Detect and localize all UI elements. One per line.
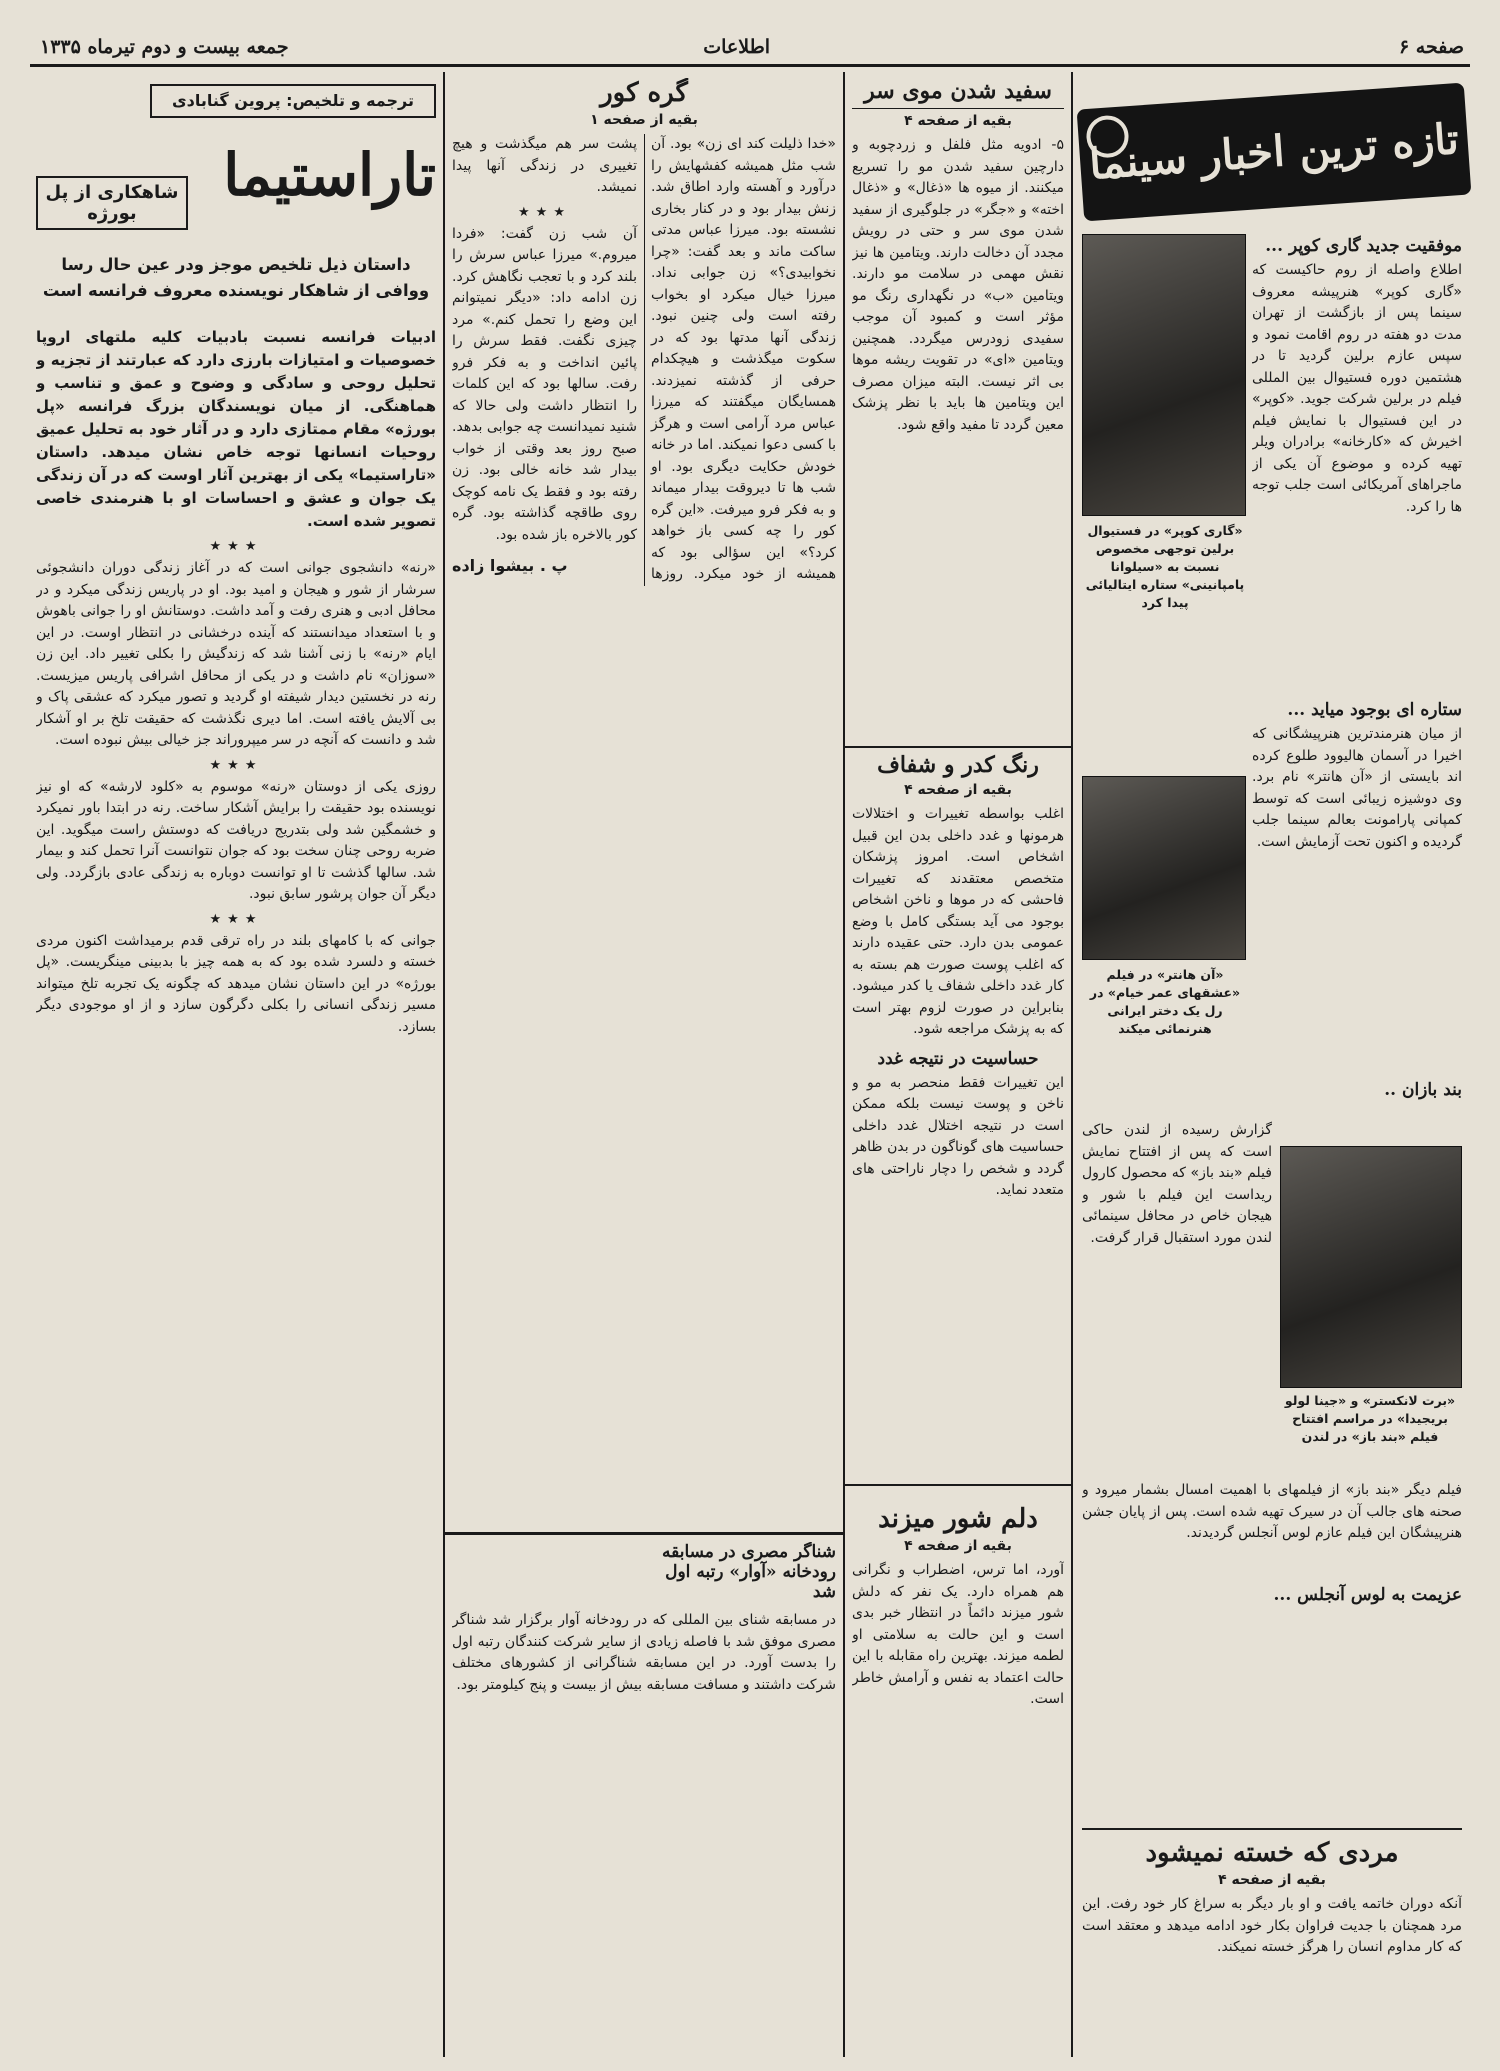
article-body: در مسابقه شنای بین المللی که در رودخانه آوار برگزار شد شناگر مصری موفق شد با فاصله زیادی از سایر شرکت کنندگان رتبه اول را بدست آورد. در این مسابقه شناگرانی از کشورهای مختلف شرکت داشتند و مسافت مسابقه بیش از بیست و پنج کیلومتر بود.	[452, 1612, 836, 1693]
story-body: «خدا ذلیلت کند ای زن» بود. آن شب مثل همیشه کفشهایش را درآورد و آهسته وارد اطاق شد. زنش بیدار بود و در کنار بخاری نشسته بود. میرزا عباس مدتی ساکت ماند و بعد گفت: «چرا نخوابیدی؟» زن جوابی نداد. میرزا خیال میکرد او بخواب رفته است ولی چنین نبود. زندگی آنها مدتها بود که در سکوت میگذشت و هیچکدام حرفی از گذشته نمیزدند. همسایگان میگفتند که میرزا عباس مرد آرامی است و هرگز با کسی دعوا نمیکند. اما در خانه خودش حکایت دیگری بود. او شب ها تا دیروقت بیدار میماند و به فکر فرو میرفت. «این گره کور را چه کسی باز خواهد کرد؟» این سؤالی بود که همیشه از خود میکرد. روزها پشت سر هم میگذشت و هیچ تغییری در زندگی آنها پیدا نمیشد.	[452, 136, 836, 582]
header-rule	[30, 64, 1470, 67]
section-body: از میان هنرمندترین هنرپیشگانی که اخیرا در آسمان هالیوود طلوع کرده اند بایستی از «آن هانتر» نام برد. وی دوشیزه زیبائی است که توسط کمپانی پارامونت بعالم سینما جلب گردیده و اکنون تحت آزمایش است.	[1252, 726, 1462, 850]
article-subheading: حساسیت در نتیجه غدد	[877, 1048, 1039, 1069]
article-body: ۵- ادویه مثل فلفل و زردچوبه و دارچین سفید شدن مو را تسریع میکنند. از میوه ها «ذغال» و «ذغال اخته» و «جگر» در جلوگیری از سفید شدن موی سر و حتی در رویش مجدد آن دخالت دارند. ویتامین ها نیز نقش مهمی در سلامت مو دارند. ویتامین «ب» در نگهداری رنگ مو مؤثر است و کمبود آن موجب سفیدی زودرس میگردد. همچنین ویتامین «ای» در تقویت ریشه موها بی اثر نیست. البته میزان مصرف این ویتامین ها باید با نظر پزشک معین گردد تا مفید واقع شود.	[852, 137, 1064, 433]
story-body-block	[36, 326, 436, 2046]
cinema-news-3-body	[1082, 1120, 1272, 1410]
article-complexion	[852, 752, 1064, 1472]
section-heading: مردی که خسته نمیشود	[1145, 1838, 1399, 1868]
story-body: روزی یکی از دوستان «رنه» موسوم به «کلود لارشه» که او نیز نویسنده بود حقیقت را برایش آشکار ساخت. رنه در ابتدا باور نمیکرد و خشمگین شد ولی بتدریج دریافت که دوستش راست میگوید. این ضربه روحی چنان سخت بود که جوان نتوانست آنرا تحمل کند و بیمار شد. سالها گذشت تا او توانست دوباره به زندگی عادی بازگردد. ولی دیگر آن جوان پرشور سابق نبود.	[36, 778, 436, 902]
story-body: جوانی که با کامهای بلند در راه ترقی قدم برمیداشت اکنون مردی خسته و دلسرد شده بود که به همه چیز با بدبینی مینگریست. «پل بورژه» در این داستان نشان میدهد که چگونه یک تجربه تلخ میتواند مسیر زندگی انسانی را بکلی دگرگون سازد و از او موجودی دیگر بسازد.	[36, 932, 436, 1035]
article-body: اغلب بواسطه تغییرات و اختلالات هرمونها و غدد داخلی بدن این قبیل اشخاص است. امروز پزشکان متخصص معتقدند که تغییرات فاحشی که در موها و ناخن اشخاص بوجود می آید بستگی کامل با وضع عمومی بدن دارد. حتی عقیده دارند که اغلب پوست صورت هم بسته به کار غدد داخلی شفاف یا کدر میشود. بنابراین در صورت لزوم بهتر است که به پزشک مراجعه شود.	[852, 806, 1064, 1037]
story-columns	[452, 134, 836, 586]
story-title-block	[36, 130, 436, 248]
cinema-news-2	[1252, 690, 1462, 1000]
column-divider	[843, 72, 845, 2057]
banner-title: تازه ترین اخبار سینما	[1087, 114, 1461, 189]
continued-from: بقیه از صفحه ۴	[904, 782, 1012, 798]
continued-from: بقیه از صفحه ۴	[904, 113, 1012, 129]
issue-date: جمعه بیست و دوم تیرماه ۱۳۳۵	[40, 36, 289, 58]
article-body: این تغییرات فقط منحصر به مو و ناخن و پوست نیست بلکه ممکن است در نتیجه اختلال غدد داخلی حساسیت های گوناگون در بدن ظاهر گردد و شخص را دچار ناراحتی های متعدد نماید.	[852, 1074, 1064, 1198]
article-title: سفید شدن موی سر	[852, 78, 1064, 109]
separator-stars: ★★★	[518, 204, 571, 220]
article-anxiety	[852, 1490, 1064, 2045]
section-heading: موفقیت جدید گاری کوپر ...	[1265, 236, 1462, 256]
story-intro-text: داستان ذیل تلخیص موجز ودر عین حال رسا ووافی از شاهکار نویسنده معروف فرانسه است	[42, 255, 430, 300]
article-egyptian-swimmer	[452, 1542, 836, 2047]
story-lead: ادبیات فرانسه نسبت بادبیات کلیه ملتهای اروپا خصوصیات و امتیازات بارزی دارد که عبارتند از تجزیه و تحلیل روحی و سادگی و وضوح و عمق و تناسب و هماهنگی. از میان نویسندگان بزرگ فرانسه «پل بورژه» مقام ممتازی دارد و در آثار خود به تحلیل عمیق روحیات انسانها توجه خاص نشان میدهد. داستان «تاراستیما» یکی از بهترین آثار اوست که در آن زندگی یک جوان و عشق و احساسات او با هنرمندی خاصی تصویر شده است.	[36, 328, 436, 530]
article-title: دلم شور میزند	[878, 1504, 1038, 1534]
story-intro	[36, 252, 436, 322]
story-blind-knot	[452, 78, 836, 1526]
column-divider	[1071, 72, 1073, 2057]
photo-anne-hunter	[1082, 776, 1246, 960]
story-title: گره کور	[600, 78, 688, 108]
separator-stars: ★★★	[209, 911, 263, 927]
article-divider	[845, 1484, 1071, 1486]
section-heading: بند بازان ..	[1384, 1080, 1462, 1100]
separator-stars: ★★★	[209, 539, 263, 554]
article-title: شناگر مصری در مسابقه رودخانه «آوار» رتبه اول شد	[662, 1542, 836, 1602]
section-body: گزارش رسیده از لندن حاکی است که پس از افتتاح نمایش فیلم «بند باز» که محصول کارول ریداست این فیلم با شور و هیجان خاص در محافل سینمائی لندن مورد استقبال قرار گرفت.	[1082, 1122, 1272, 1246]
article-divider	[445, 1532, 843, 1535]
separator-stars: ★★★	[209, 757, 263, 773]
article-gray-hair	[852, 78, 1064, 738]
continued-from: بقیه از صفحه ۴	[1218, 1872, 1326, 1888]
article-body: آورد، اما ترس، اضطراب و نگرانی هم همراه دارد. یک نفر که دلش شور میزند دائماً در انتظار خبر بدی است و این حالت به سلامتی او لطمه میزند. بهترین راه مقابله با این حالت اعتماد به نفس و آرامش خاطر است.	[852, 1562, 1064, 1707]
cinema-news-5	[1082, 1828, 1462, 2048]
story-title: تاراستیما	[223, 141, 436, 209]
story-subtitle: شاهکاری از پل بورژه	[36, 176, 188, 230]
photo-caption: «گاری کوپر» در فستیوال برلین توجهی مخصوص نسبت به «سیلوانا پامپانینی» ستاره ایتالیائی پیدا کرد	[1085, 523, 1245, 610]
section-body: اطلاع واصله از روم حاکیست که «گاری کوپر» هنرپیشه معروف سینما پس از بازگشت از تهران مدت دو هفته در روم اقامت نمود و سپس عازم برلین گردید تا در هشتمین دوره فستیوال بین المللی فیلم در برلین شرکت جوید. «کوپر» در این فستیوال با نمایش فیلم اخیرش که «کارخانه» برادران ویلر تهیه کرده و موضوع آن یکی از ماجراهای آمریکائی است جلب توجه ها را کرد.	[1252, 262, 1462, 515]
page-number: صفحه ۶	[1398, 36, 1464, 58]
article-divider	[845, 746, 1071, 748]
translator-credit: ترجمه و تلخیص: پروین گنابادی	[171, 91, 415, 110]
photo-lancaster-lollobrigida	[1280, 1146, 1462, 1388]
photo-caption: «آن هانتر» در فیلم «عشقهای عمر خیام» در رل یک دختر ایرانی هنرنمائی میکند	[1089, 967, 1241, 1036]
continued-from: بقیه از صفحه ۴	[904, 1538, 1012, 1554]
article-title: رنگ کدر و شفاف	[877, 752, 1039, 778]
cinema-banner	[1077, 83, 1472, 222]
story-body: آن شب زن گفت: «فردا میروم.» میرزا عباس سرش را بلند کرد و با تعجب نگاهش کرد. زن ادامه داد: «دیگر نمیتوانم این وضع را تحمل کنم.» مرد چیزی نگفت. فقط سرش را پائین انداخت و به فکر فرو رفت. سالها بود که این کلمات را انتظار داشت ولی حالا که شنید نمیدانست چه جوابی بدهد. صبح روز بعد وقتی از خواب بیدار شد خانه خالی بود. زن رفته بود و فقط یک نامه کوچک روی طاقچه گذاشته بود. گره کور بالاخره باز شده بود.	[452, 225, 637, 543]
photo-gary-cooper	[1082, 234, 1246, 516]
continued-from: بقیه از صفحه ۱	[590, 112, 698, 128]
story-body: «رنه» دانشجوی جوانی است که در آغاز زندگی دوران دانشجوئی سرشار از شور و هیجان و امید بود. او در پاریس زندگی میکرد و در محافل ادبی و هنری رفت و آمد داشت. دوستانش او را جوانی باهوش و با استعداد میدانستند که آینده درخشانی در انتظار اوست. در این ایام «رنه» با زنی آشنا شد که زندگیش را بکلی تغییر داد. این زن «سوزان» نام داشت و در یکی از محافل اشرافی پاریس میزیست. رنه در نخستین دیدار شیفته او گردید و تصور میکرد که عشقی پاک و بی آلایش یافته است. اما دیری نگذشت که حقیقت تلخ بر او آشکار شد و دانست که آنچه در سر میپروراند جز خیالی بیش نبوده است.	[36, 560, 436, 748]
cinema-news-4	[1082, 1480, 1462, 1770]
section-heading: ستاره ای بوجود میاید ...	[1287, 700, 1462, 720]
section-heading: عزیمت به لوس آنجلس ...	[1273, 1584, 1462, 1605]
section-body: فیلم دیگر «بند باز» از فیلمهای با اهمیت امسال بشمار میرود و صحنه های جالب آن در سیرک تهیه شده است. پس از پایان جشن هنرپیشگان این فیلم عازم لوس آنجلس گردیدند.	[1082, 1482, 1462, 1541]
translator-box	[150, 84, 436, 118]
photo-caption: «برت لانکستر» و «جینا لولو بریجیدا» در مراسم افتتاح فیلم «بند باز» در لندن	[1284, 1393, 1456, 1444]
author-signature: پ . بیشوا زاده	[452, 556, 568, 575]
column-divider	[443, 72, 445, 2057]
section-body: آنکه دوران خاتمه یافت و او بار دیگر به سراغ کار خود رفت. این مرد همچنان با جدیت فراوان بکار خود ادامه میدهد و معتقد است که کار مداوم انسان را هرگز خسته نمیکند.	[1082, 1896, 1462, 1955]
newspaper-name: اطلاعات	[703, 36, 770, 58]
cinema-news-1	[1252, 226, 1462, 636]
